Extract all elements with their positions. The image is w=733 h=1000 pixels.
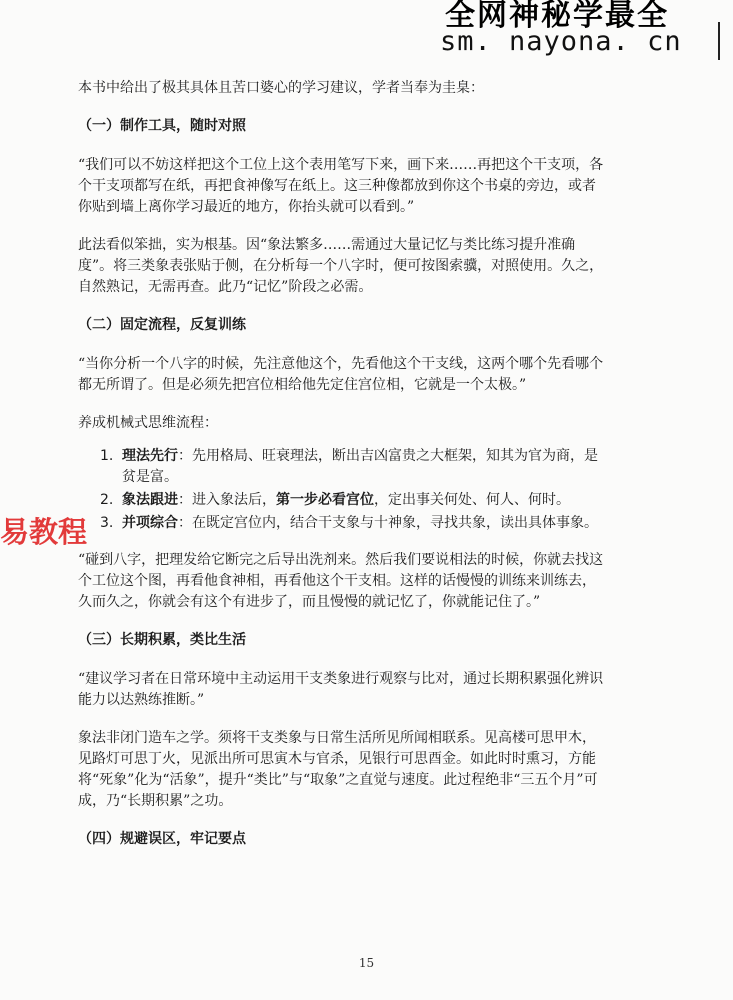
- list-item-number: 2.: [100, 492, 114, 508]
- watermark-url: sm. nayona. cn: [440, 26, 682, 57]
- section-2-quote-2: “碰到八字，把理发给它断完之后导出洗剂来。然后我们要说相法的时候，你就去找这个工位这个图，再看他食神相，再看他这个干支相。这样的话慢慢的训练来训练去，久而久之，你就会有这个有进步了，而且慢慢的就记忆了，你就能记住了。”: [78, 552, 604, 610]
- list-item-text: ：在既定宫位内，结合干支象与十神象，寻找共象，读出具体事象。: [178, 515, 598, 531]
- section-1-quote: “我们可以不妨这样把这个工位上这个表用笔写下来，画下来……再把这个干支项，各个干支项都写在纸，再把食神像写在纸上。这三种像都放到你这个书桌的旁边，或者你贴到墙上离你学习最近的地方，你抬头就可以看到。”: [78, 157, 604, 215]
- list-item: [78, 490, 608, 511]
- intro-paragraph: 本书中给出了极其具体且苦口婆心的学习建议，学者当奉为圭臬：: [78, 80, 484, 96]
- document-body: [78, 78, 608, 850]
- list-item: [78, 446, 608, 488]
- list-item-text: ：进入象法后，: [178, 492, 276, 508]
- section-3-heading: （三）长期积累，类比生活: [78, 632, 246, 648]
- list-item-emphasis: 第一步必看宫位: [276, 492, 374, 508]
- list-item-title: 并项综合: [122, 515, 178, 531]
- list-item-title: 象法跟进: [122, 492, 178, 508]
- list-item-text-continued: ，定出事关何处、何人、何时。: [374, 492, 570, 508]
- list-item-text: ：先用格局、旺衰理法，断出吉凶富贵之大框架，知其为官为商，是贫是富。: [122, 448, 598, 485]
- section-1-paragraph: 此法看似笨拙，实为根基。因“象法繁多……需通过大量记忆与类比练习提升准确度”。将三类象表张贴于侧，在分析每一个八字时，便可按图索骥，对照使用。久之，自然熟记，无需再查。此乃“记忆”阶段之必需。: [78, 237, 604, 295]
- section-2-heading: （二）固定流程，反复训练: [78, 317, 246, 333]
- list-item-number: 1.: [100, 448, 114, 464]
- watermark-top-text: 全网神秘学最全: [445, 0, 669, 33]
- watermark-side-text: 易教程: [0, 515, 88, 549]
- process-list: [78, 446, 608, 534]
- page-number: 15: [358, 956, 375, 970]
- section-1-heading: （一）制作工具，随时对照: [78, 118, 246, 134]
- section-3-quote: “建议学习者在日常环境中主动运用干支类象进行观察与比对，通过长期积累强化辨识能力以达熟练推断。”: [78, 671, 604, 708]
- list-item: [78, 513, 608, 534]
- watermark-divider: [718, 22, 720, 60]
- section-4-heading: （四）规避误区，牢记要点: [78, 831, 246, 847]
- list-item-number: 3.: [100, 515, 114, 531]
- section-2-lead: 养成机械式思维流程：: [78, 415, 218, 431]
- section-3-paragraph: 象法非闭门造车之学。须将干支类象与日常生活所见所闻相联系。见高楼可思甲木，见路灯可思丁火，见派出所可思寅木与官杀，见银行可思酉金。如此时时熏习，方能将“死象”化为“活象”，提升“类比”与“取象”之直觉与速度。此过程绝非“三五个月”可成，乃“长期积累”之功。: [78, 730, 598, 809]
- section-2-quote: “当你分析一个八字的时候，先注意他这个，先看他这个干支线，这两个哪个先看哪个都无所谓了。但是必须先把宫位相给他先定住宫位相，它就是一个太极。”: [78, 356, 604, 393]
- list-item-title: 理法先行: [122, 448, 178, 464]
